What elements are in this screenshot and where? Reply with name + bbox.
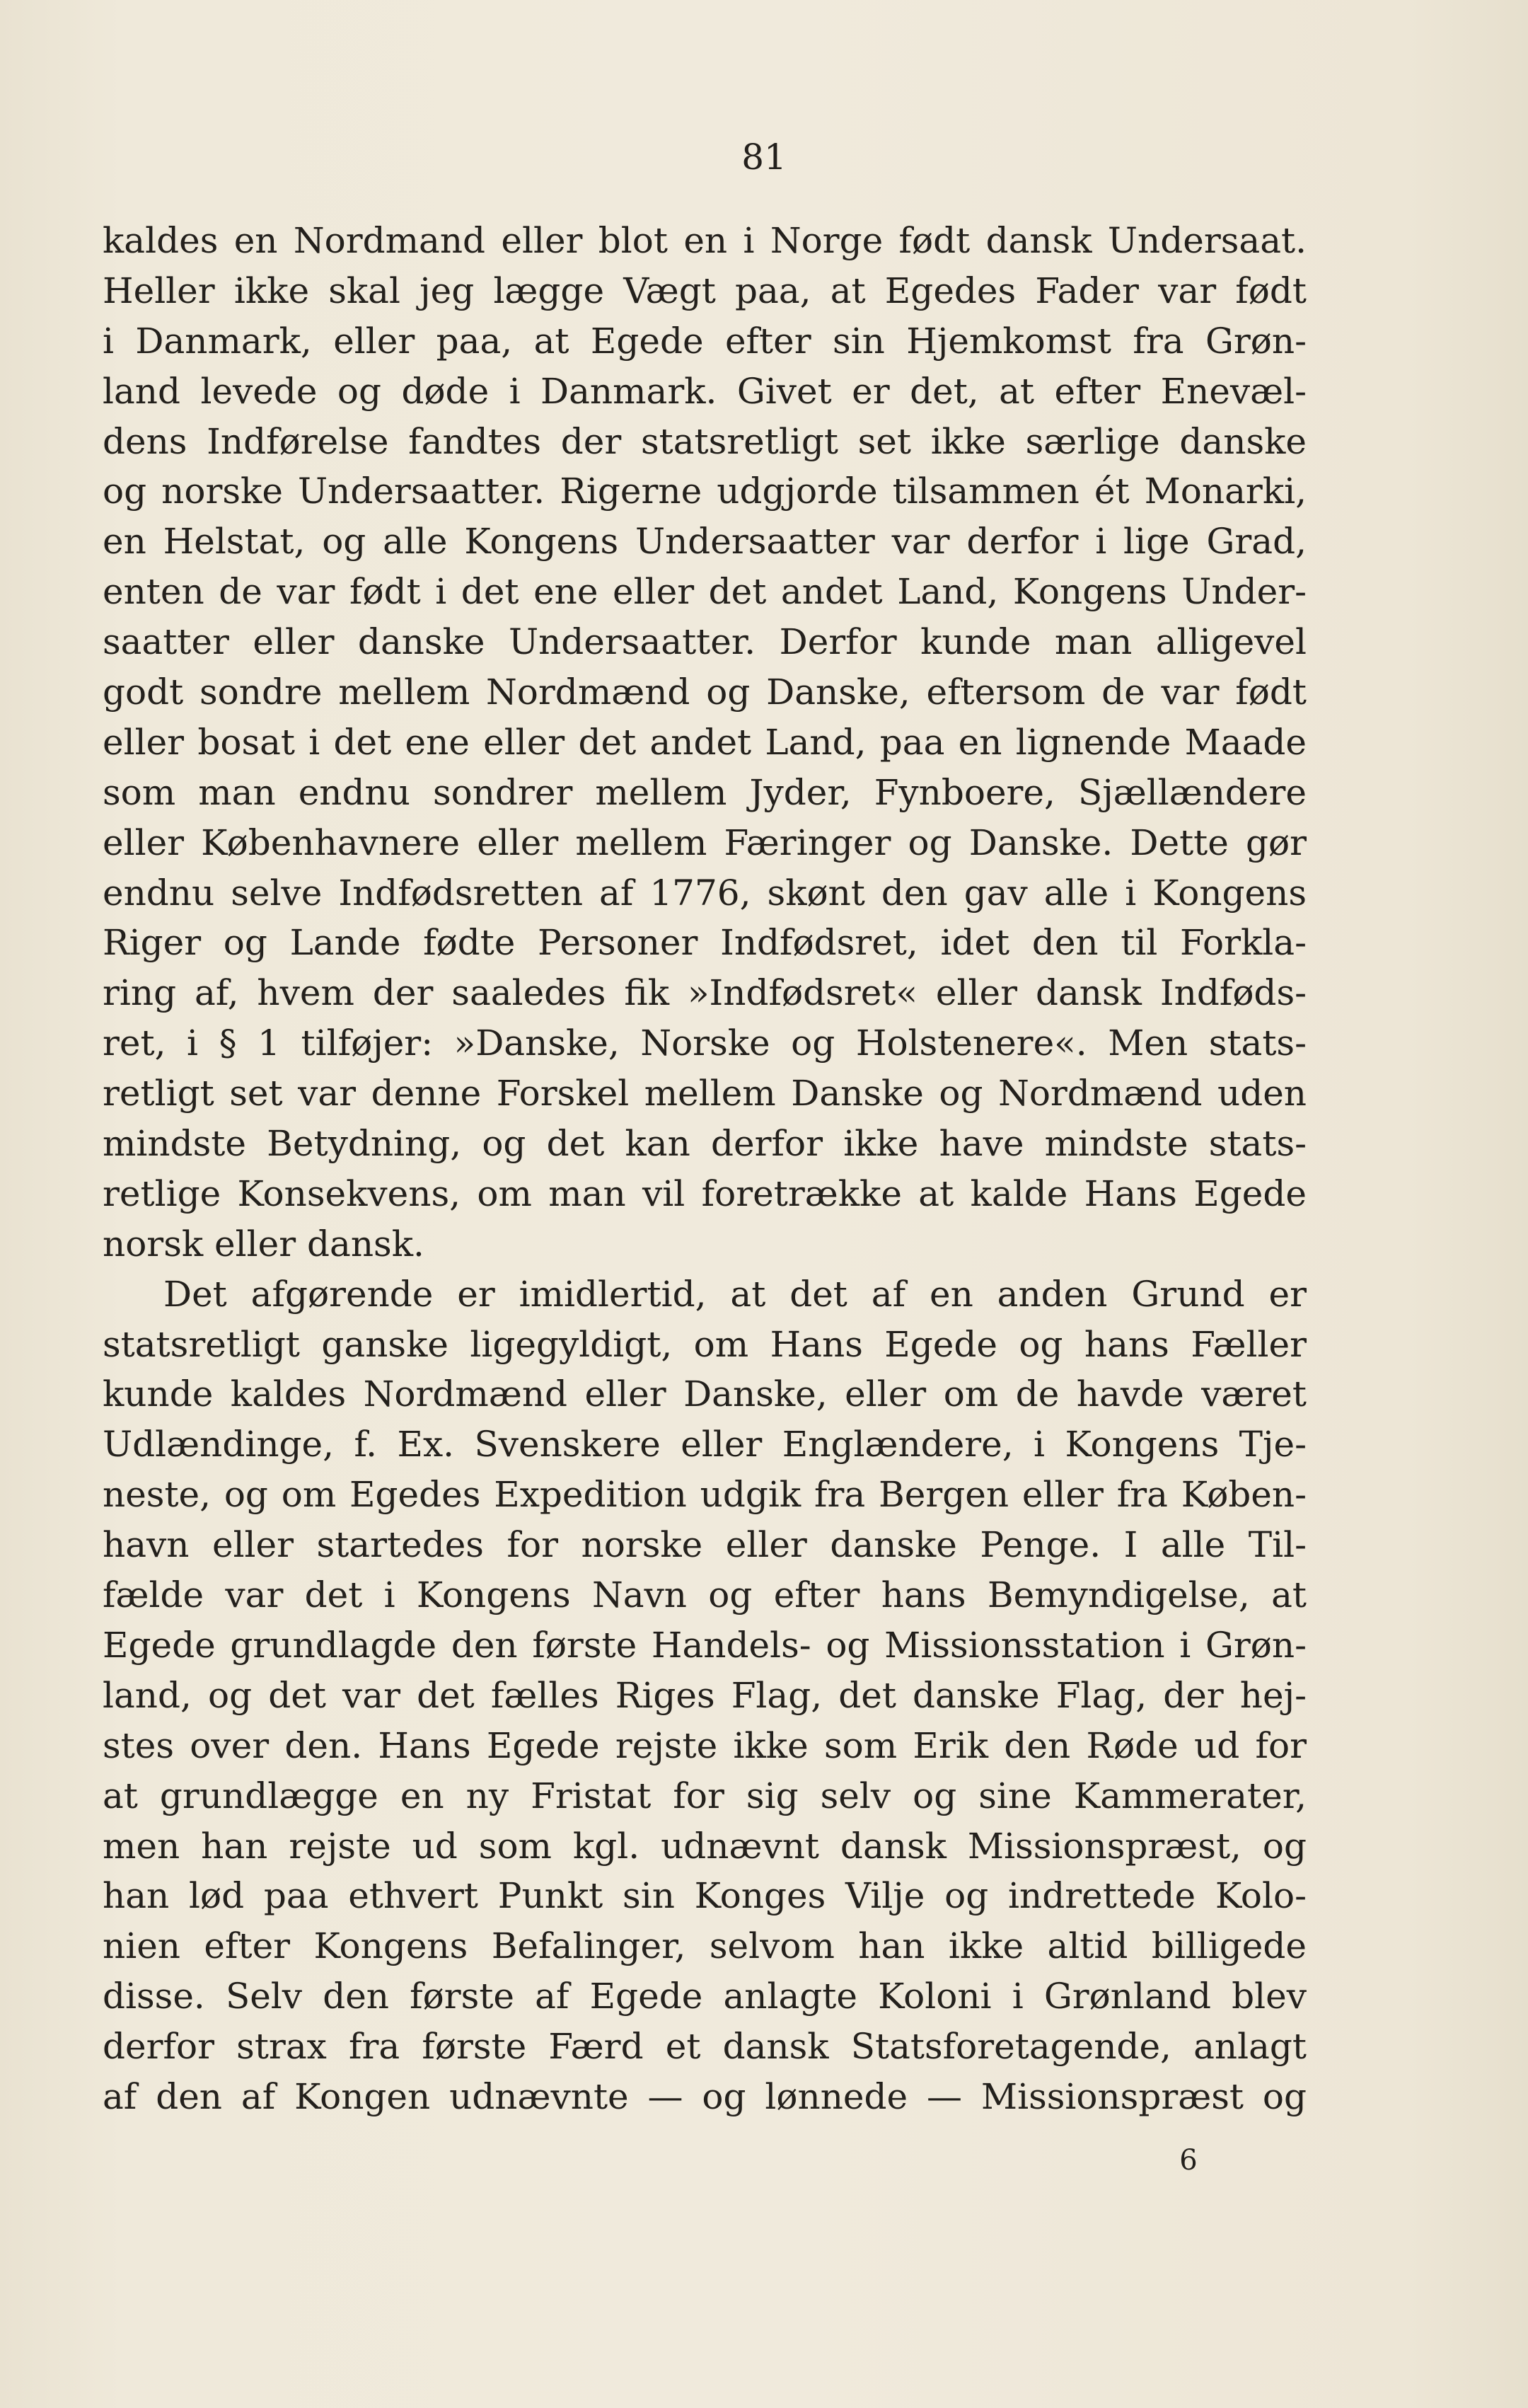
text-line: stes over den. Hans Egede rejste ikke som Erik den Røde ud for (103, 1724, 1307, 1766)
body-text (103, 216, 1307, 2122)
text-line: men han rejste ud som kgl. udnævnt dansk Missionspræst, og (103, 1825, 1307, 1867)
signature-mark: 6 (1179, 2144, 1198, 2177)
text-line: land levede og døde i Danmark. Givet er det, at efter Enevæl- (103, 370, 1307, 412)
text-line: retlige Konsekvens, om man vil foretrække at kalde Hans Egede (103, 1173, 1307, 1214)
text-line: som man endnu sondrer mellem Jyder, Fynboere, Sjællændere (103, 771, 1307, 813)
text-line: land, og det var det fælles Riges Flag, det danske Flag, der hej- (103, 1674, 1307, 1716)
text-line: nien efter Kongens Befalinger, selvom han ikke altid billigede (103, 1925, 1307, 1967)
text-line: mindste Betydning, og det kan derfor ikke have mindste stats- (103, 1123, 1307, 1165)
text-line: norsk eller dansk. (103, 1223, 424, 1265)
text-line: kunde kaldes Nordmænd eller Danske, eller om de havde været (103, 1373, 1307, 1415)
text-line: neste, og om Egedes Expedition udgik fra Bergen eller fra Køben- (103, 1474, 1307, 1516)
text-line: retligt set var denne Forskel mellem Danske og Nordmænd uden (103, 1073, 1307, 1114)
text-line: kaldes en Nordmand eller blot en i Norge født dansk Undersaat. (103, 220, 1307, 261)
text-line: at grundlægge en ny Fristat for sig selv og sine Kammerater, (103, 1775, 1307, 1816)
text-line: fælde var det i Kongens Navn og efter hans Bemyndigelse, at (103, 1574, 1307, 1616)
text-line: og norske Undersaatter. Rigerne udgjorde tilsammen ét Monarki, (103, 471, 1307, 512)
text-line: en Helstat, og alle Kongens Undersaatter var derfor i lige Grad, (103, 521, 1307, 563)
text-line: havn eller startedes for norske eller danske Penge. I alle Til- (103, 1524, 1307, 1566)
text-line: han lød paa ethvert Punkt sin Konges Vilje og indrettede Kolo- (103, 1875, 1307, 1917)
text-line: godt sondre mellem Nordmænd og Danske, eftersom de var født (103, 672, 1307, 713)
paragraph (103, 1269, 1307, 2122)
text-line: derfor strax fra første Færd et dansk Statsforetagende, anlagt (103, 2026, 1307, 2068)
text-line: saatter eller danske Undersaatter. Derfor kunde man alligevel (103, 621, 1307, 663)
text-line: Heller ikke skal jeg lægge Vægt paa, at Egedes Fader var født (103, 270, 1307, 311)
text-line: eller Københavnere eller mellem Færinger og Danske. Dette gør (103, 822, 1307, 863)
text-line: endnu selve Indfødsretten af 1776, skønt den gav alle i Kongens (103, 872, 1307, 914)
text-line: disse. Selv den første af Egede anlagte Koloni i Grønland blev (103, 1976, 1307, 2017)
text-line: Riger og Lande fødte Personer Indfødsret, idet den til Forkla- (103, 922, 1307, 964)
text-line: ret, i § 1 tilføjer: »Danske, Norske og Holstenere«. Men stats- (103, 1022, 1307, 1064)
paragraph (103, 216, 1307, 1269)
text-line: statsretligt ganske ligegyldigt, om Hans Egede og hans Fæller (103, 1323, 1307, 1365)
text-line: Egede grundlagde den første Handels- og Missionsstation i Grøn- (103, 1624, 1307, 1666)
text-line: af den af Kongen udnævnte — og lønnede — Missionspræst og (103, 2075, 1307, 2117)
text-line: ring af, hvem der saaledes fik »Indfødsret« eller dansk Indføds- (103, 972, 1307, 1014)
text-line: eller bosat i det ene eller det andet Land, paa en lignende Maade (103, 721, 1307, 763)
text-line: i Danmark, eller paa, at Egede efter sin Hjemkomst fra Grøn- (103, 320, 1307, 362)
text-line: enten de var født i det ene eller det andet Land, Kongens Under- (103, 571, 1307, 613)
text-line: Det afgørende er imidlertid, at det af en anden Grund er (163, 1273, 1307, 1315)
text-line: Udlændinge, f. Ex. Svenskere eller Englændere, i Kongens Tje- (103, 1424, 1307, 1465)
text-line: dens Indførelse fandtes der statsretligt set ikke særlige danske (103, 420, 1307, 462)
page-number: 81 (741, 137, 787, 178)
